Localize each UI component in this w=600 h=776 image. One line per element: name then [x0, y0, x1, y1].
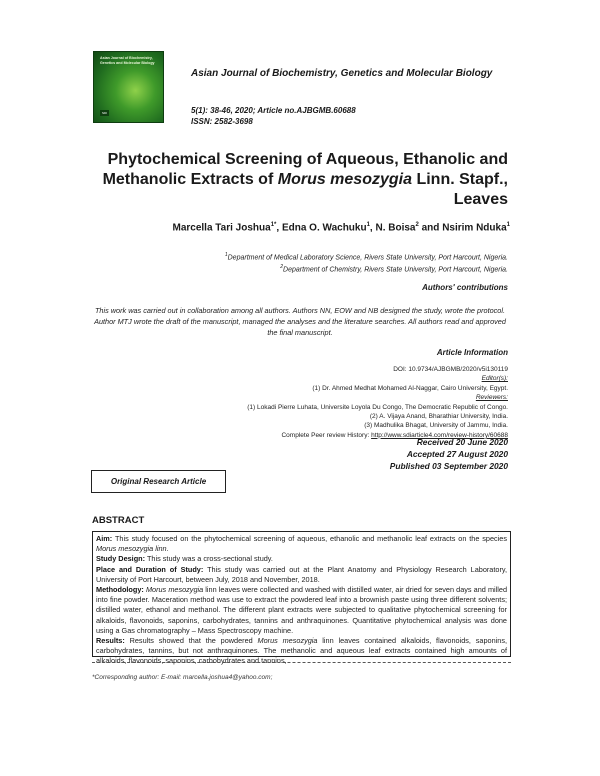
title-text-2: Linn. Stapf., Leaves	[412, 171, 508, 208]
results-text-end: linn leaves contained alkaloids, flavonoids, saponins, carbohydrates, tannins, but not anthraquinones. The methanolic and aqueous leaf extracts contained high amounts of alkaloids, flavonoids, saponins, carbohydrates and tannins,	[96, 636, 507, 666]
reviewer-1: (1) Lokadi Pierre Luhata, Universite Loyola Du Congo, The Democratic Republic of Congo.	[247, 403, 508, 411]
method-text: linn leaves were collected and washed with distilled water, air dried for seven days and milled into fine powder. Maceration method was use to extract the powdered leaf into a brownish paste using three different solvents; distilled water, ethanol and methanol. The different plant extracts were subjected to qualitative phytochemical screening for alkaloids, flavonoids, saponins, carbohydrates, tannins and anthraquinones. Quantitative phytochemical analysis was done using a Gas chromatography – Mass Spectroscopy machine.	[96, 585, 508, 635]
abstract-design	[96, 554, 507, 564]
author-name: N. Boisa	[375, 222, 416, 234]
results-text: Results showed that the powdered	[124, 636, 258, 646]
reviewer-3: (3) Madhulika Bhagat, University of Jammu, India.	[364, 422, 508, 430]
cover-tag: SDI	[102, 111, 108, 115]
journal-name: Asian Journal of Biochemistry, Genetics and Molecular Biology	[191, 68, 493, 79]
reviewers-label-text: Reviewers:	[475, 394, 508, 402]
paper-title	[68, 150, 508, 210]
results-label: Results:	[96, 636, 125, 646]
author-separator: ,	[369, 222, 376, 234]
abstract-box	[92, 531, 511, 666]
abstract-place	[96, 565, 507, 585]
reviewers-label	[88, 393, 508, 402]
affiliation-number: 1	[224, 252, 228, 258]
abstract-methodology	[96, 585, 507, 636]
affiliation-text: Department of Chemistry, Rivers State University, Port Harcourt, Nigeria.	[283, 266, 508, 274]
author-affil-mark: 1	[366, 222, 370, 228]
design-text: This study was a cross-sectional study.	[145, 554, 273, 564]
editor-label-text: Editor(s):	[481, 375, 508, 383]
aim-label: Aim:	[96, 534, 113, 543]
history-link[interactable]: http://www.sdiarticle4.com/review-history/60688	[371, 431, 508, 439]
aim-species: Morus mesozygia linn	[96, 544, 167, 554]
results-species: Morus mesozygia	[257, 636, 318, 646]
editor-label	[88, 374, 508, 383]
history-label: Complete Peer review History:	[281, 431, 372, 439]
title-text-1: Phytochemical Screening of Aqueous, Ethanolic and Methanolic Extracts of	[102, 151, 508, 188]
journal-cover-image	[93, 51, 164, 123]
affiliation-number: 2	[280, 264, 284, 270]
author-name: Edna O. Wachuku	[281, 222, 367, 234]
footnote-divider	[92, 662, 511, 663]
author-affil-mark: 1	[506, 222, 510, 228]
issn: ISSN: 2582-3698	[191, 117, 253, 126]
method-label: Methodology:	[96, 585, 144, 595]
author-affil-mark: 1*	[270, 222, 277, 228]
author-separator: ,	[276, 222, 282, 234]
abstract-aim	[96, 534, 507, 554]
aim-text: This study focused on the phytochemical screening of aqueous, ethanolic and methanolic leaf extracts on the species	[112, 534, 507, 543]
place-label: Place and Duration of Study:	[96, 564, 204, 574]
article-info-heading: Article Information	[436, 348, 508, 357]
reviewer-2: (2) A. Vijaya Anand, Bharathiar University, India.	[369, 413, 508, 421]
citation: 5(1): 38-46, 2020; Article no.AJBGMB.60688	[191, 106, 356, 115]
affiliation-text: Department of Medical Laboratory Science, Rivers State University, Port Harcourt, Nigeria.	[227, 254, 508, 262]
author-list	[50, 222, 510, 233]
affiliation-1	[48, 252, 508, 261]
cover-title: Asian Journal of Biochemistry, Genetics and Molecular Biology	[100, 56, 155, 65]
received-date: Received 20 June 2020	[416, 437, 508, 447]
contributions-heading: Authors' contributions	[422, 283, 508, 292]
journal-meta	[191, 105, 356, 127]
accepted-date: Accepted 27 August 2020	[406, 449, 508, 459]
title-species: Morus mesozygia	[277, 171, 412, 188]
aim-end: .	[166, 544, 169, 554]
corresponding-author-footnote: *Corresponding author: E-mail: marcella.joshua4@yahoo.com;	[92, 674, 273, 681]
contributions-text: This work was carried out in collaboration among all authors. Authors NN, EOW and NB designed the study, wrote the protocol. Author MTJ wrote the draft of the manuscript, managed the analyses and the literature searches. All authors read and approved the final manuscript.	[94, 306, 506, 337]
article-type-badge: Original Research Article	[91, 470, 226, 493]
article-info	[88, 365, 508, 440]
abstract-heading: ABSTRACT	[92, 515, 145, 526]
author-separator: and	[418, 222, 443, 234]
editor: (1) Dr. Ahmed Medhat Mohamed Al-Naggar, Cairo University, Egypt.	[312, 384, 508, 392]
author-affil-mark: 2	[415, 222, 419, 228]
affiliation-2	[48, 264, 508, 273]
author-name: Nsirim Nduka	[442, 222, 507, 234]
design-label: Study Design:	[96, 554, 146, 564]
author-name: Marcella Tari Joshua	[172, 222, 271, 234]
method-species: Morus mesozygia	[145, 585, 204, 595]
publication-dates	[390, 436, 508, 472]
place-text: This study was carried out at the Plant Anatomy and Physiology Research Laboratory, University of Port Harcourt, between July, 2018 and November, 2018.	[96, 564, 508, 584]
doi: DOI: 10.9734/AJBGMB/2020/v5i130119	[393, 366, 508, 373]
published-date: Published 03 September 2020	[389, 461, 508, 471]
